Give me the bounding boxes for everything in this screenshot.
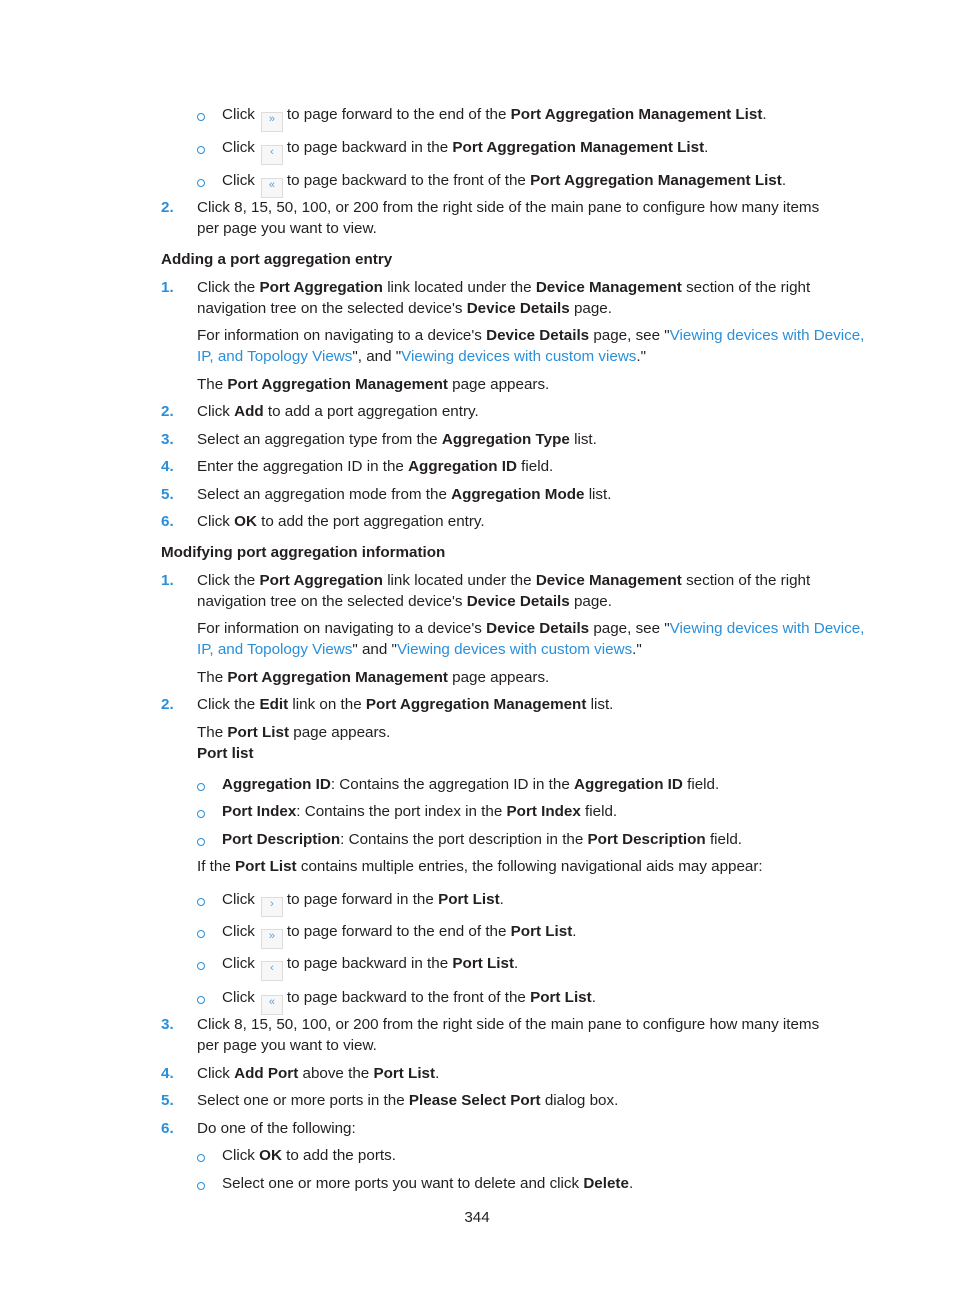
bullet-icon bbox=[197, 146, 205, 154]
nav-item-prev: Click ‹ to page backward in the Port List. bbox=[222, 954, 518, 981]
nav-item-prev: Click ‹ to page backward in the Port Aggregation Management List. bbox=[222, 138, 708, 165]
info-text: If the Port List contains multiple entries, the following navigational aids may appear: bbox=[197, 858, 763, 875]
figure-caption: Port list bbox=[197, 745, 254, 762]
step-number: 6. bbox=[161, 1120, 174, 1137]
link-device-views[interactable]: Viewing devices with Device, bbox=[669, 327, 865, 344]
bullet-icon bbox=[197, 1182, 205, 1190]
nav-item-last: Click » to page forward to the end of the Port Aggregation Management List. bbox=[222, 105, 767, 132]
field-item: Port Index: Contains the port index in the Port Index field. bbox=[222, 803, 618, 820]
link-device-views[interactable]: IP, and Topology Views bbox=[197, 641, 353, 658]
bullet-icon bbox=[197, 179, 205, 187]
step-text: Enter the aggregation ID in the Aggregation ID field. bbox=[197, 458, 554, 475]
step-text: Select one or more ports in the Please Select Port dialog box. bbox=[197, 1092, 619, 1109]
step-number: 2. bbox=[161, 696, 174, 713]
link-device-views[interactable]: Viewing devices with Device, bbox=[669, 620, 865, 637]
step-number: 6. bbox=[161, 513, 174, 530]
field-item: Port Description: Contains the port description in the Port Description field. bbox=[222, 831, 743, 848]
link-custom-views[interactable]: Viewing devices with custom views bbox=[396, 641, 633, 658]
step-number: 3. bbox=[161, 431, 174, 448]
bullet-icon bbox=[197, 810, 205, 818]
step-text: Do one of the following: bbox=[197, 1120, 356, 1137]
info-text: For information on navigating to a device's Device Details page, see "Viewing devices with Device, bbox=[197, 327, 865, 344]
step-text: Click the Port Aggregation link located under the Device Management section of the right bbox=[197, 279, 811, 296]
nav-item-last: Click » to page forward to the end of the Port List. bbox=[222, 922, 577, 949]
step-number: 4. bbox=[161, 458, 174, 475]
bullet-icon bbox=[197, 113, 205, 121]
page-prev-icon[interactable]: ‹ bbox=[261, 961, 283, 981]
step-number: 2. bbox=[161, 199, 174, 216]
page-last-icon[interactable]: » bbox=[261, 112, 283, 132]
step-number: 4. bbox=[161, 1065, 174, 1082]
page-first-icon[interactable]: « bbox=[261, 178, 283, 198]
bullet-icon bbox=[197, 930, 205, 938]
section-heading: Adding a port aggregation entry bbox=[161, 251, 393, 268]
step-number: 3. bbox=[161, 1016, 174, 1033]
appears-text: The Port List page appears. bbox=[197, 724, 391, 741]
section-heading: Modifying port aggregation information bbox=[161, 544, 446, 561]
appears-text: The Port Aggregation Management page appears. bbox=[197, 376, 550, 393]
bullet-icon bbox=[197, 783, 205, 791]
bullet-icon bbox=[197, 838, 205, 846]
step-text: Click the Edit link on the Port Aggregation Management list. bbox=[197, 696, 614, 713]
bullet-icon bbox=[197, 996, 205, 1004]
step-number: 1. bbox=[161, 572, 174, 589]
step-text: per page you want to view. bbox=[197, 1037, 377, 1054]
page-next-icon[interactable]: › bbox=[261, 897, 283, 917]
field-item: Aggregation ID: Contains the aggregation ID in the Aggregation ID field. bbox=[222, 776, 720, 793]
step-text: per page you want to view. bbox=[197, 220, 377, 237]
bullet-icon bbox=[197, 1154, 205, 1162]
step-text: Click 8, 15, 50, 100, or 200 from the right side of the main pane to configure how many items bbox=[197, 199, 820, 216]
nav-item-next: Click › to page forward in the Port List. bbox=[222, 890, 504, 917]
step-number: 2. bbox=[161, 403, 174, 420]
page-first-icon[interactable]: « bbox=[261, 995, 283, 1015]
nav-item-first: Click « to page backward to the front of the Port List. bbox=[222, 988, 596, 1015]
info-text: IP, and Topology Views" and "Viewing devices with custom views." bbox=[197, 641, 642, 658]
link-device-views[interactable]: IP, and Topology Views bbox=[197, 348, 353, 365]
step-text: Click 8, 15, 50, 100, or 200 from the right side of the main pane to configure how many items bbox=[197, 1016, 820, 1033]
sub-item: Select one or more ports you want to delete and click Delete. bbox=[222, 1175, 634, 1192]
step-text: Select an aggregation mode from the Aggregation Mode list. bbox=[197, 486, 612, 503]
step-number: 5. bbox=[161, 1092, 174, 1109]
appears-text: The Port Aggregation Management page appears. bbox=[197, 669, 550, 686]
page-last-icon[interactable]: » bbox=[261, 929, 283, 949]
step-number: 5. bbox=[161, 486, 174, 503]
page-number: 344 bbox=[464, 1209, 490, 1226]
bullet-icon bbox=[197, 962, 205, 970]
sub-item: Click OK to add the ports. bbox=[222, 1147, 396, 1164]
step-text: Click the Port Aggregation link located under the Device Management section of the right bbox=[197, 572, 811, 589]
step-text: Click OK to add the port aggregation entry. bbox=[197, 513, 485, 530]
info-text: IP, and Topology Views", and "Viewing devices with custom views." bbox=[197, 348, 647, 365]
bullet-icon bbox=[197, 898, 205, 906]
step-text: navigation tree on the selected device's Device Details page. bbox=[197, 593, 612, 610]
nav-item-first: Click « to page backward to the front of the Port Aggregation Management List. bbox=[222, 171, 786, 198]
step-text: Click Add to add a port aggregation entry. bbox=[197, 403, 479, 420]
info-text: For information on navigating to a device's Device Details page, see "Viewing devices with Device, bbox=[197, 620, 865, 637]
page-prev-icon[interactable]: ‹ bbox=[261, 145, 283, 165]
step-text: Click Add Port above the Port List. bbox=[197, 1065, 440, 1082]
step-text: navigation tree on the selected device's Device Details page. bbox=[197, 300, 612, 317]
step-text: Select an aggregation type from the Aggregation Type list. bbox=[197, 431, 597, 448]
step-number: 1. bbox=[161, 279, 174, 296]
link-custom-views[interactable]: Viewing devices with custom views bbox=[401, 348, 637, 365]
